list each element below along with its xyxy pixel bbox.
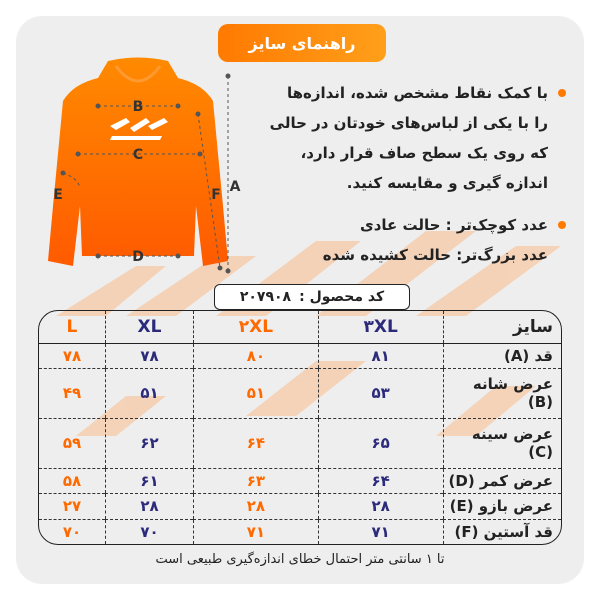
hoodie-diagram <box>38 56 241 286</box>
size-header: ۲XL <box>194 311 319 343</box>
table-cell: ۲۸ <box>194 494 319 520</box>
row-label: قد (A) <box>443 343 561 369</box>
label-c: C <box>132 147 144 163</box>
table-cell: ۷۱ <box>318 519 443 544</box>
table-cell: ۶۱ <box>105 468 193 494</box>
size-table <box>38 310 562 545</box>
table-cell: ۲۷ <box>39 494 105 520</box>
instruction-numbers: عدد کوچک‌تر : حالت عادی عدد بزرگ‌تر: حالت کشیده شده <box>236 210 568 270</box>
instructions <box>236 78 568 270</box>
table-row <box>39 468 561 494</box>
product-code-label: کد محصول : <box>299 289 385 305</box>
table-cell: ۶۲ <box>105 418 193 468</box>
row-label: عرض شانه (B) <box>443 369 561 419</box>
table-cell: ۵۱ <box>194 369 319 419</box>
table-cell: ۶۴ <box>194 418 319 468</box>
label-e: E <box>53 187 63 203</box>
label-d: D <box>132 249 144 265</box>
table-cell: ۵۹ <box>39 418 105 468</box>
size-header: ۳XL <box>318 311 443 343</box>
table-cell: ۵۱ <box>105 369 193 419</box>
label-b: B <box>132 99 144 115</box>
table-cell: ۶۴ <box>318 468 443 494</box>
instruction-measure: با کمک نقاط مشخص شده، اندازه‌ها را با یکی از لباس‌های خودتان در حالی که روی یک سطح صاف قرار دارد، اندازه گیری و مقایسه کنید. <box>236 78 568 198</box>
size-header: XL <box>105 311 193 343</box>
product-code-value: ۲۰۷۹۰۸ <box>239 289 292 305</box>
table-row <box>39 343 561 369</box>
row-label: عرض بازو (E) <box>443 494 561 520</box>
table-cell: ۸۰ <box>194 343 319 369</box>
footnote: تا ۱ سانتی متر احتمال خطای اندازه‌گیری طبیعی است <box>155 552 445 567</box>
table-cell: ۷۱ <box>194 519 319 544</box>
label-a: A <box>229 179 241 195</box>
table-header-row <box>39 311 561 343</box>
table-cell: ۶۳ <box>194 468 319 494</box>
table-cell: ۷۰ <box>105 519 193 544</box>
table-row <box>39 519 561 544</box>
size-guide-card <box>16 16 584 584</box>
table-row <box>39 494 561 520</box>
table-cell: ۷۸ <box>105 343 193 369</box>
table-row <box>39 369 561 419</box>
label-f: F <box>211 187 221 203</box>
table-cell: ۶۵ <box>318 418 443 468</box>
row-label: قد آستین (F) <box>454 522 553 541</box>
table-cell: ۸۱ <box>318 343 443 369</box>
table-cell: ۴۹ <box>39 369 105 419</box>
table-cell: ۲۸ <box>318 494 443 520</box>
table-cell: ۷۰ <box>39 519 105 544</box>
table-cell: ۷۸ <box>39 343 105 369</box>
table-corner: سایز <box>443 311 561 343</box>
table-row <box>39 418 561 468</box>
table-cell: ۵۳ <box>318 369 443 419</box>
row-label: عرض کمر (D) <box>443 468 561 494</box>
table-cell: ۲۸ <box>105 494 193 520</box>
page-title: راهنمای سایز <box>218 24 386 62</box>
table-cell: ۵۸ <box>39 468 105 494</box>
size-header: L <box>39 311 105 343</box>
row-label: عرض سینه (C) <box>443 418 561 468</box>
product-code <box>214 284 410 310</box>
